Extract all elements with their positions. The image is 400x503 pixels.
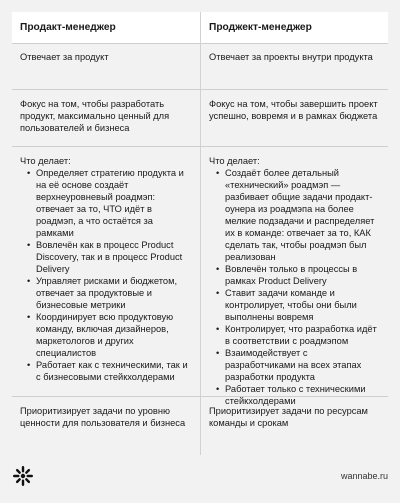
cell-duties-prm [200,147,388,406]
list-item-text: Контролирует, что разработка идёт в соответствии с роадмэпом [225,324,377,346]
asterisk-logo-icon [12,465,34,487]
duties-title-pm: Что делает: [20,156,71,166]
row-focus [12,90,388,147]
list-item [20,275,192,311]
table-header-row [12,12,388,44]
comparison-table [12,12,388,455]
cell-priority-pm: Приоритизирует задачи по уровню ценности для пользователя и бизнеса [20,406,186,428]
bullet-icon: • [27,276,31,286]
list-item [209,167,380,263]
list-item-text: Взаимодействует с разработчиками на всех этапах разработки продукта [225,348,362,382]
cell-duties-pm [12,147,200,396]
list-item [209,287,380,323]
list-item-text: Работает как с техническими, так и с бизнесовыми стейкхолдерами [36,360,188,382]
list-item [209,347,380,383]
bullet-icon: • [216,324,220,334]
list-item-text: Управляет рисками и бюджетом, отвечает за продуктовые и бизнесовые метрики [36,276,178,310]
list-item [209,383,380,407]
list-item [20,359,192,383]
list-item-text: Определяет стратегию продукта и на её основе создаёт верхнеуровневый роадмэп: отвечает за то, ЧТО идёт в роадмэп, а что остаётся за рамками [36,168,184,238]
list-item-text: Вовлечён только в процессы в рамках Product Delivery [225,264,358,286]
list-item [20,167,192,239]
cell-focus-pm: Фокус на том, чтобы разработать продукт, максимально ценный для пользователей и бизнеса [20,99,170,133]
list-item [209,323,380,347]
bullet-icon: • [216,168,220,178]
cell-focus-prm: Фокус на том, чтобы завершить проект успешно, вовремя и в рамках бюджета [200,90,388,146]
header-project-manager: Проджект-менеджер [200,12,388,44]
cell-priority-prm: Приоритизирует задачи по ресурсам команды и срокам [200,397,388,455]
list-item-text: Координирует всю продуктовую команду, включая дизайнеров, маркетологов и других специалистов [36,312,174,358]
list-item-text: Ставит задачи команде и контролирует, чтобы они были выполнены вовремя [225,288,357,322]
row-responsibility [12,44,388,90]
duties-list-prm [209,167,380,407]
bullet-icon: • [216,264,220,274]
duties-title-prm: Что делает: [209,156,260,166]
bullet-icon: • [216,288,220,298]
row-duties [12,147,388,406]
list-item-text: Создаёт более детальный «технический» роадмэп — разбивает общие задачи продакт-оунера из роадмэпа на более мелкие подзадачи и распределяет их в команде: отвечает за то, КАК сделать так, чтобы роадмэп был реализован [225,168,375,262]
duties-list-pm [20,167,192,383]
header-product-manager: Продакт-менеджер [20,21,116,33]
list-item-text: Вовлечён как в процесс Product Discovery, так и в процесс Product Delivery [36,240,183,274]
bullet-icon: • [27,312,31,322]
list-item [20,239,192,275]
bullet-icon: • [27,168,31,178]
cell-responsibility-prm: Отвечает за проекты внутри продукта [200,44,388,89]
bullet-icon: • [27,360,31,370]
bullet-icon: • [216,348,220,358]
list-item-text: Работает только с техническими стейкхолдерами [225,384,366,406]
cell-responsibility-pm: Отвечает за продукт [20,52,109,62]
bullet-icon: • [216,384,220,394]
list-item [20,311,192,359]
site-url: wannabe.ru [340,471,388,481]
bullet-icon: • [27,240,31,250]
list-item [209,263,380,287]
